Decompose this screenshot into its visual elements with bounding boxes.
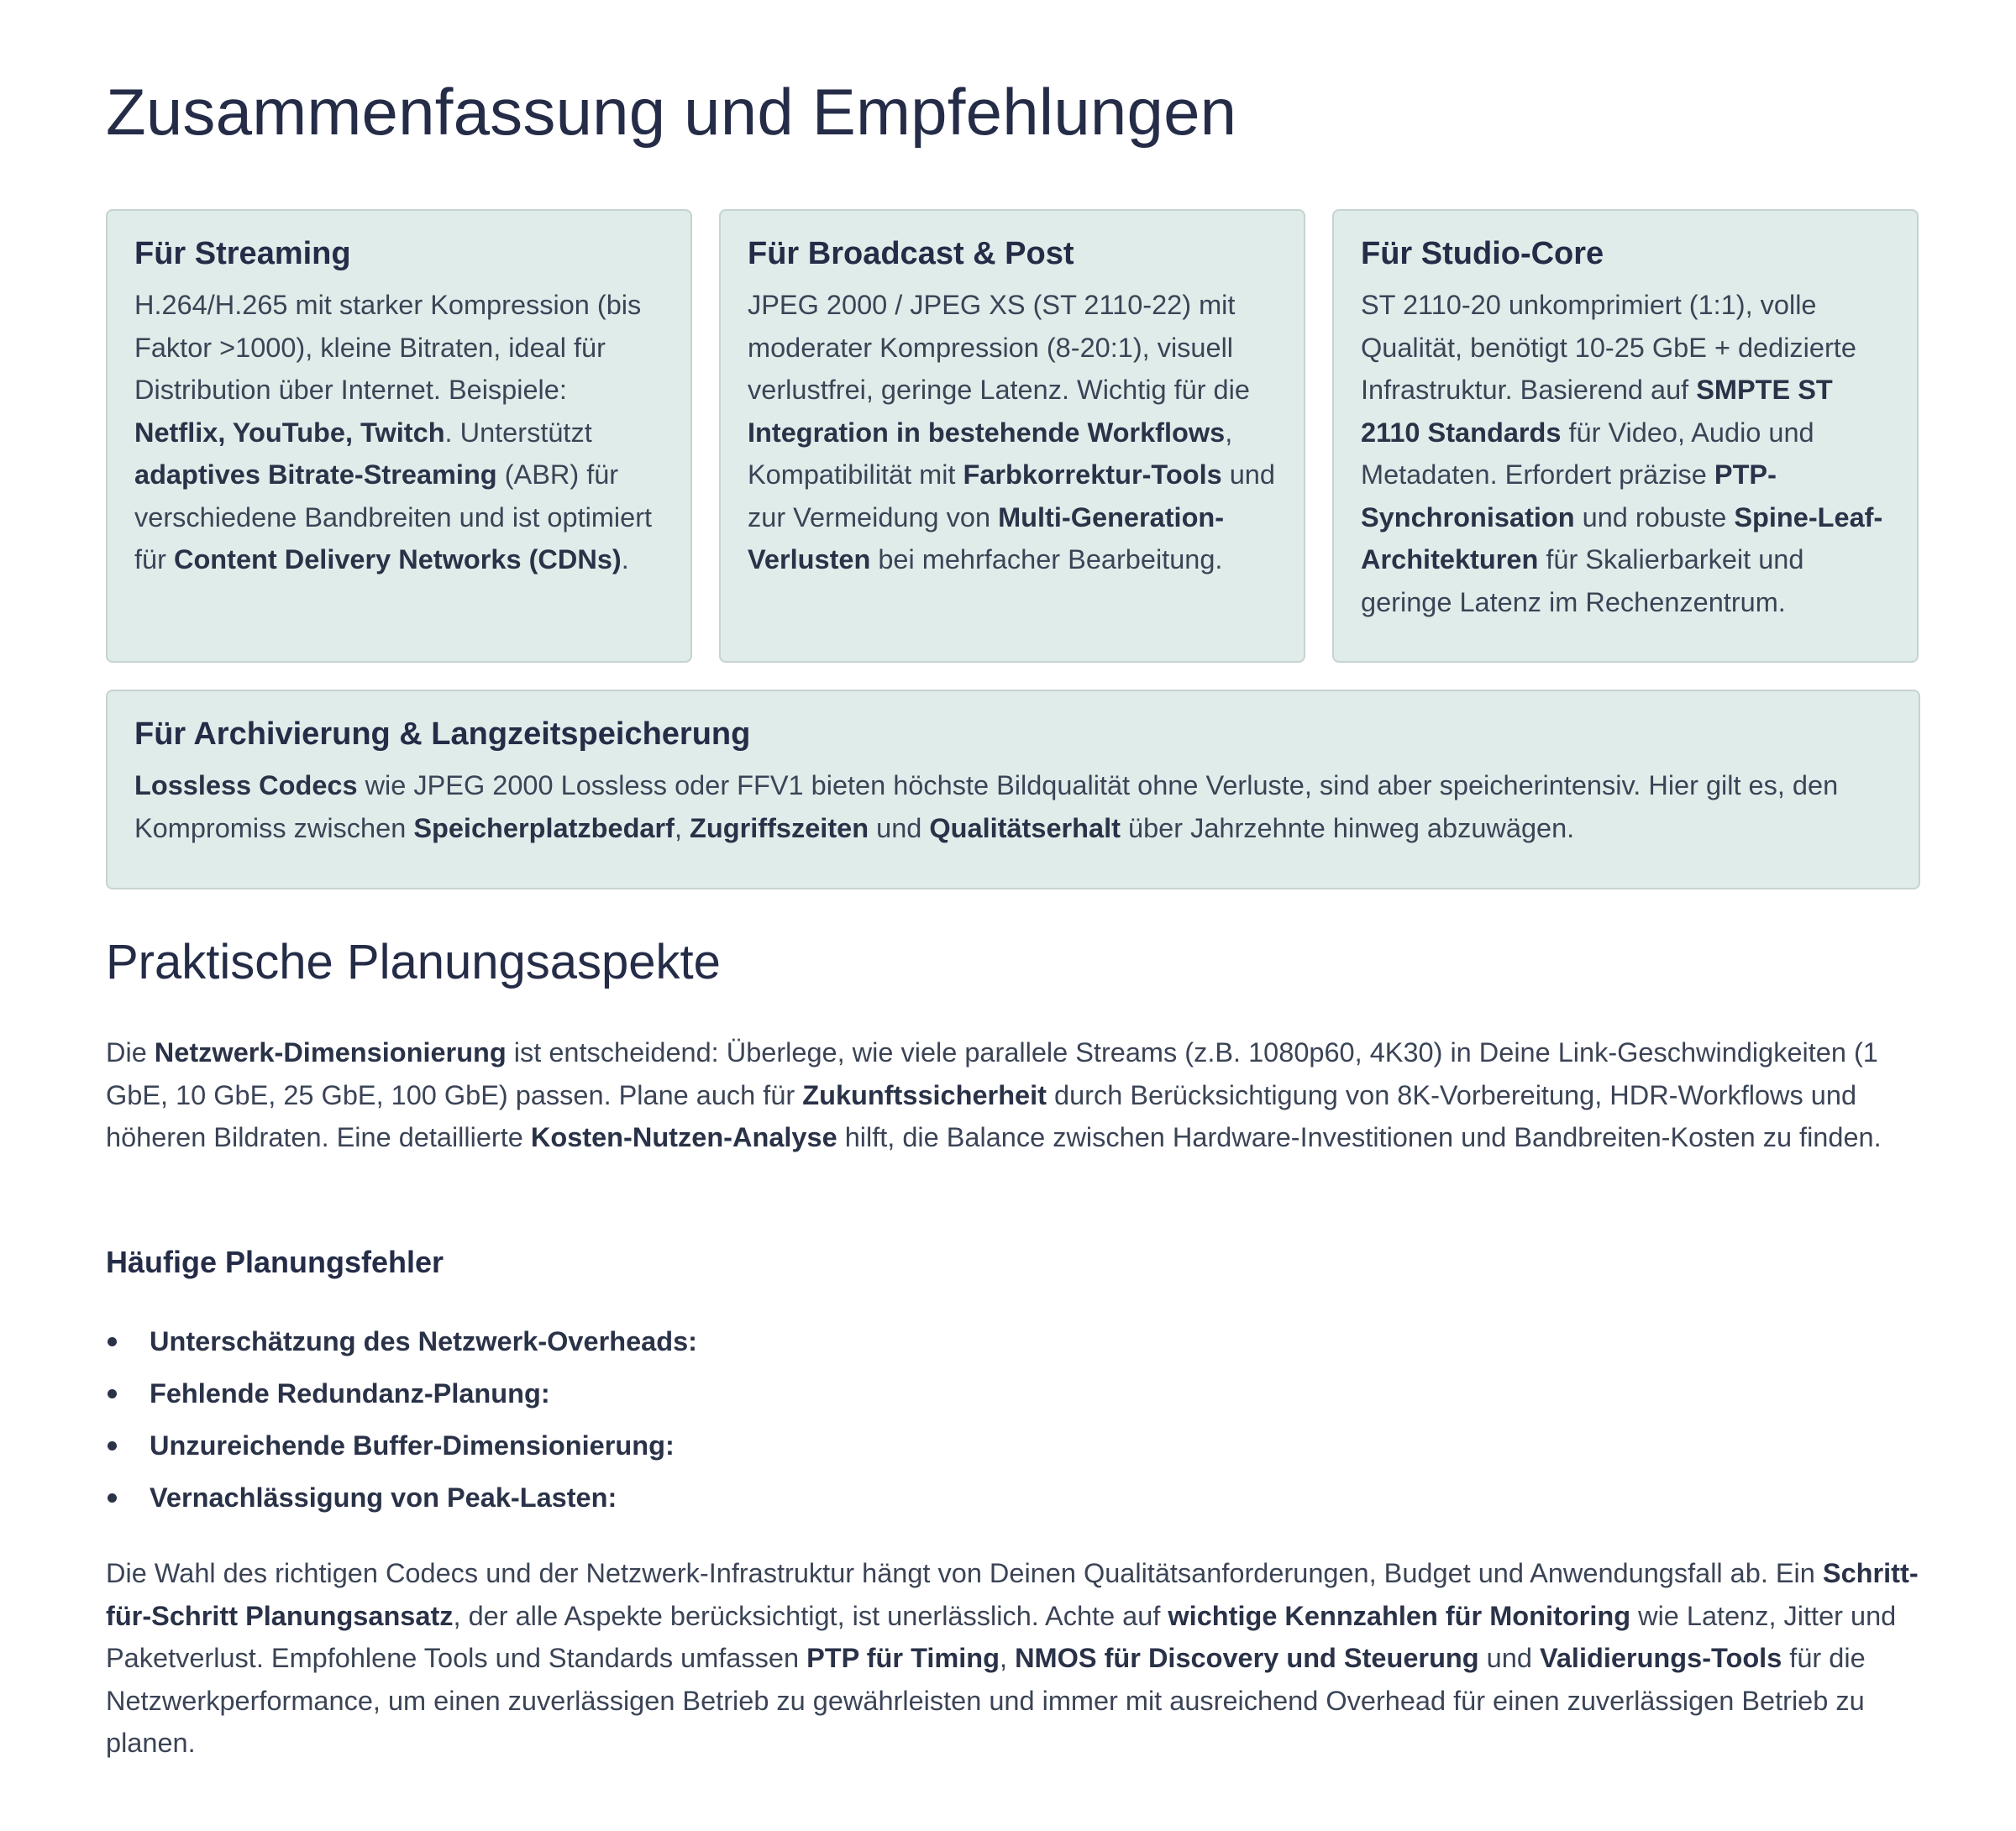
card-heading: Für Streaming (134, 236, 351, 271)
conclusion-paragraph (106, 1552, 1920, 1765)
card-heading: Für Studio-Core (1361, 236, 1604, 271)
text-span: JPEG 2000 / JPEG XS (ST 2110-22) mit moderater Kompression (8-20:1), visuell verlustfrei, geringe Latenz. Wichtig für die (748, 290, 1250, 405)
text-span: ist entscheidend: Überlege, wie viele parallele Streams (z.B. 1080p60, 4K30) in Deine Link-Geschwindigkeiten (1 GbE, 10 GbE, 25 GbE, 100 GbE) passen. Plane auch für (106, 1037, 1878, 1110)
card-row (106, 209, 1920, 663)
bold-span: Qualitätserhalt (929, 812, 1121, 843)
list-item: Vernachlässigung von Peak-Lasten: (106, 1477, 697, 1529)
card-text (1361, 284, 1890, 623)
bold-span: Integration in bestehende Workflows (748, 417, 1226, 448)
card-heading: Für Archivierung & Langzeitspeicherung (134, 716, 751, 752)
bold-span: Content Delivery Networks (CDNs) (173, 544, 622, 574)
card-archive (106, 690, 1920, 889)
list-item: Unzureichende Buffer-Dimensionierung: (106, 1424, 697, 1477)
bold-span: Zukunftssicherheit (802, 1079, 1047, 1110)
card-streaming (106, 209, 692, 663)
card-studio-core (1332, 209, 1919, 663)
text-span: Die Wahl des richtigen Codecs und der Netzwerk-Infrastruktur hängt von Deinen Qualitätsanforderungen, Budget und Anwendungsfall ab. Ein (106, 1558, 1823, 1588)
bold-span: SMPTE ST 2110 Standards (1361, 375, 1833, 448)
bold-span: NMOS für Discovery und Steuerung (1015, 1643, 1479, 1673)
card-text (134, 284, 664, 581)
bold-span: PTP-Synchronisation (1361, 459, 1777, 533)
text-span: und (1478, 1643, 1540, 1673)
bold-span: Spine-Leaf-Architekturen (1361, 501, 1883, 574)
list-item: Fehlende Redundanz-Planung: (106, 1372, 697, 1424)
bold-span: adaptives Bitrate-Streaming (134, 459, 497, 490)
bold-span: Speicherplatzbedarf (413, 812, 675, 843)
text-span: , der alle Aspekte berücksichtigt, ist unerlässlich. Achte auf (453, 1600, 1168, 1631)
text-span: für Skalierbarkeit und geringe Latenz im Rechenzentrum. (1361, 544, 1804, 617)
text-span: und robuste (1574, 501, 1735, 533)
text-span: durch Berücksichtigung von 8K-Vorbereitung, HDR-Workflows und höheren Bildraten. Eine detaillierte (106, 1079, 1857, 1152)
section-heading-errors: Häufige Planungsfehler (106, 1245, 444, 1279)
text-span: (ABR) für verschiedene Bandbreiten und ist optimiert für (134, 459, 653, 574)
card-text (134, 764, 1892, 849)
card-text (748, 284, 1277, 581)
text-span: , Kompatibilität mit (748, 417, 1233, 490)
error-list (106, 1320, 697, 1529)
bold-span: Multi-Generation-Verlusten (748, 501, 1225, 574)
text-span: . Unterstützt (444, 417, 592, 448)
text-span: über Jahrzehnte hinweg abzuwägen. (1120, 812, 1575, 843)
bold-span: Farbkorrektur-Tools (963, 459, 1222, 490)
text-span: und (869, 812, 930, 843)
text-span: , (674, 812, 690, 843)
recommendation-cards (106, 209, 1920, 889)
text-span: für die Netzwerkperformance, um einen zuverlässigen Betrieb zu gewährleisten und immer mit ausreichend Overhead für einen zuverlässigen Betrieb zu planen. (106, 1643, 1866, 1758)
text-span: wie JPEG 2000 Lossless oder FFV1 bieten höchste Bildqualität ohne Verluste, sind aber speicherintensiv. Hier gilt es, den Kompromiss zwischen (134, 770, 1839, 843)
text-span: ST 2110-20 unkomprimiert (1:1), volle Qualität, benötigt 10-25 GbE + dedizierte Infrastruktur. Basierend auf (1361, 290, 1856, 405)
text-span: . (621, 544, 629, 574)
text-span: für Video, Audio und Metadaten. Erfordert präzise (1361, 417, 1814, 490)
text-span: wie Latenz, Jitter und Paketverlust. Empfohlene Tools und Standards umfassen (106, 1600, 1897, 1673)
text-span: und zur Vermeidung von (748, 459, 1275, 533)
bold-span: PTP für Timing (806, 1643, 1000, 1673)
section-heading-planning: Praktische Planungsaspekte (106, 935, 721, 989)
bold-span: wichtige Kennzahlen für Monitoring (1168, 1600, 1631, 1631)
bold-span: Netflix, YouTube, Twitch (134, 417, 445, 448)
planning-paragraph (106, 1031, 1920, 1159)
page-title: Zusammenfassung und Empfehlungen (106, 75, 1237, 149)
text-span: Die (106, 1037, 155, 1068)
bold-span: Validierungs-Tools (1539, 1643, 1782, 1673)
bold-span: Netzwerk-Dimensionierung (154, 1037, 507, 1068)
text-span: , (1000, 1643, 1016, 1673)
bold-span: Schritt-für-Schritt Planungsansatz (106, 1558, 1919, 1631)
text-span: bei mehrfacher Bearbeitung. (870, 544, 1223, 574)
card-heading: Für Broadcast & Post (748, 236, 1074, 271)
text-span: H.264/H.265 mit starker Kompression (bis Faktor >1000), kleine Bitraten, ideal für Distribution über Internet. Beispiele: (134, 290, 642, 405)
bold-span: Kosten-Nutzen-Analyse (530, 1122, 837, 1152)
list-item: Unterschätzung des Netzwerk-Overheads: (106, 1320, 697, 1372)
text-span: hilft, die Balance zwischen Hardware-Investitionen und Bandbreiten-Kosten zu finden. (837, 1122, 1882, 1152)
bold-span: Lossless Codecs (134, 770, 358, 800)
bold-span: Zugriffszeiten (690, 812, 869, 843)
card-broadcast (719, 209, 1305, 663)
